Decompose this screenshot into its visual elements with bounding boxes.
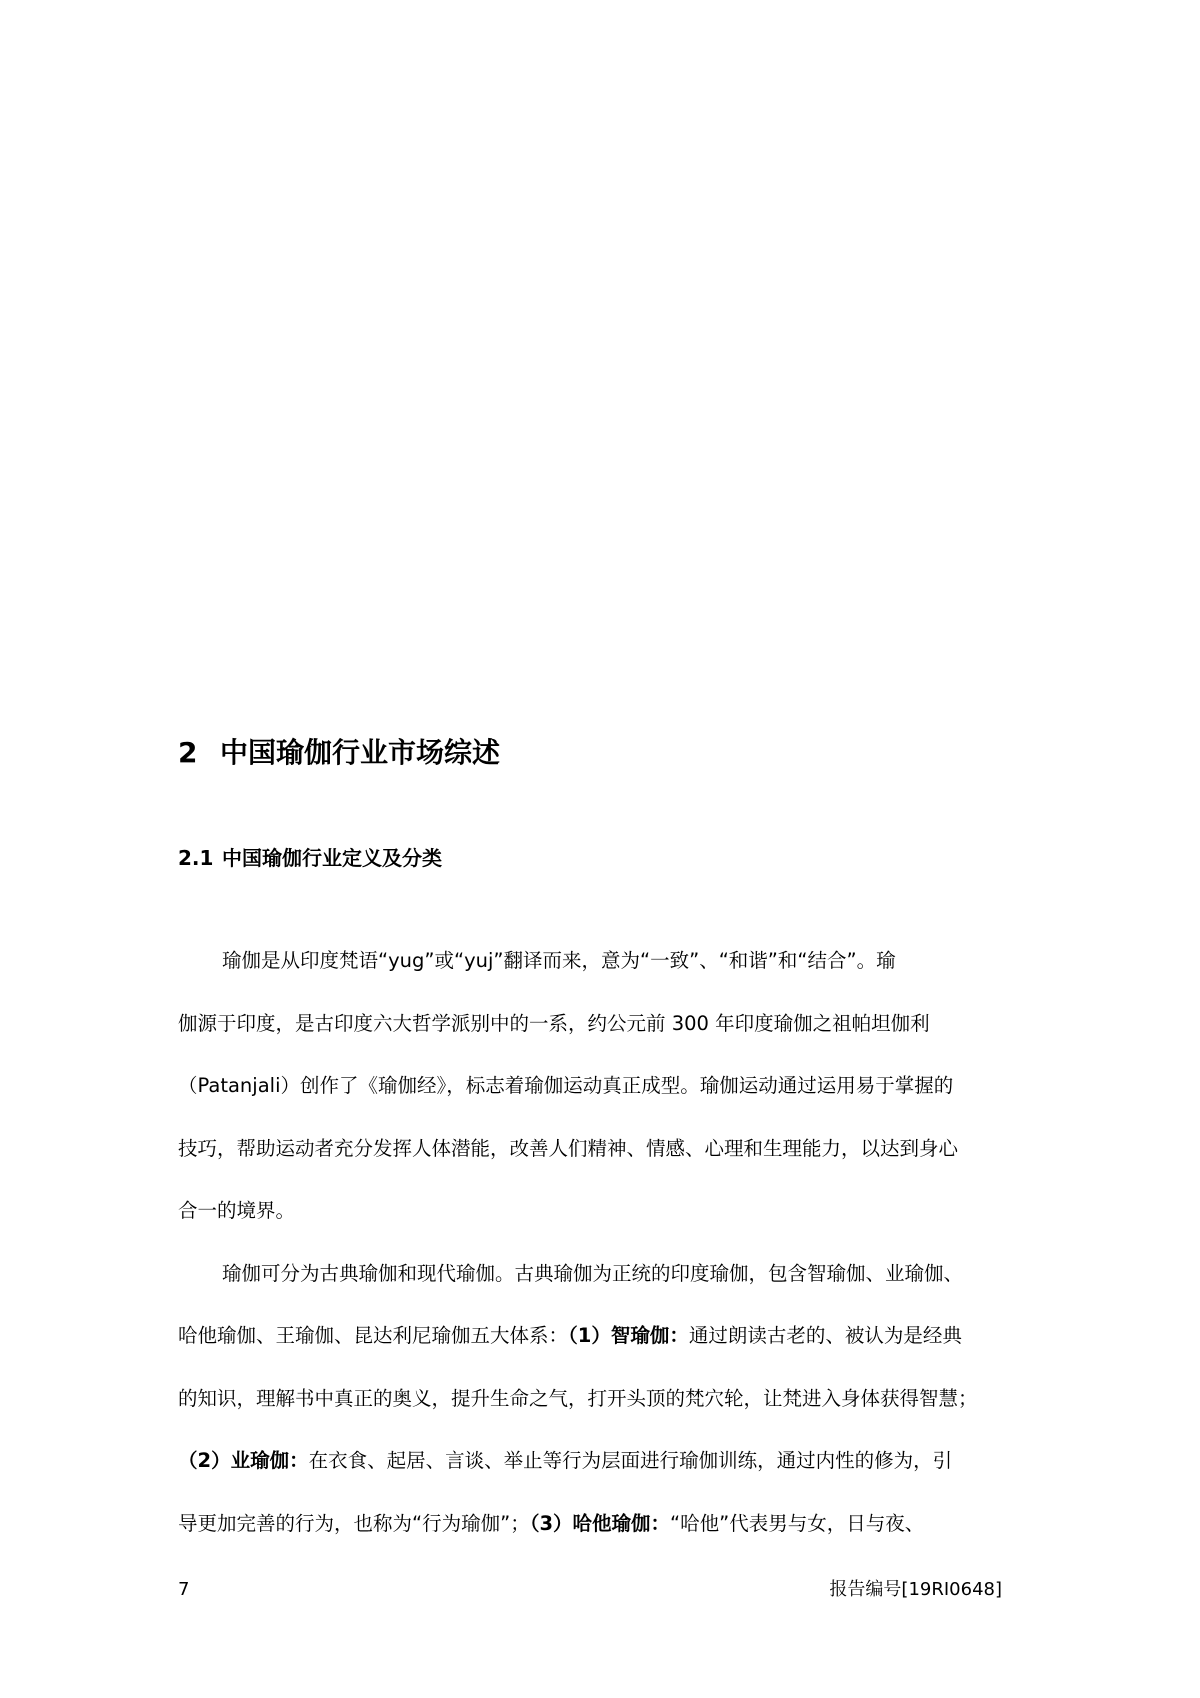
text-line: 合一的境界。 xyxy=(178,1199,296,1222)
paragraph-classification xyxy=(178,1243,1026,1556)
text-run: “哈他”代表男与女，日与夜、 xyxy=(670,1511,925,1535)
chapter-number: 2 xyxy=(178,736,198,769)
page-number: 7 xyxy=(178,1579,190,1600)
section-title-text: 中国瑜伽行业定义及分类 xyxy=(222,846,442,870)
text-line: 伽源于印度，是古印度六大哲学派别中的一系，约公元前 300 年印度瑜伽之祖帕坦伽利 xyxy=(178,1011,930,1035)
paragraph-definition xyxy=(178,930,1026,1243)
text-line: （Patanjali）创作了《瑜伽经》，标志着瑜伽运动真正成型。瑜伽运动通过运用易于掌握的 xyxy=(178,1074,954,1097)
term-hatha-yoga: （3）哈他瑜伽： xyxy=(529,1511,671,1535)
text-run: 通过朗读古老的、被认为是经典 xyxy=(688,1324,962,1347)
text-line: 技巧，帮助运动者充分发挥人体潜能，改善人们精神、情感、心理和生理能力，以达到身心 xyxy=(178,1136,959,1160)
report-id: 报告编号[19RI0648] xyxy=(829,1579,1002,1600)
text-line xyxy=(178,1430,1026,1493)
text-run: 哈他瑜伽、王瑜伽、昆达利尼瑜伽五大体系： xyxy=(178,1324,569,1347)
section-number: 2.1 xyxy=(178,846,214,870)
chapter-title-text: 中国瑜伽行业市场综述 xyxy=(220,736,501,769)
body-text xyxy=(178,930,1026,1555)
term-karma-yoga: （2）业瑜伽： xyxy=(178,1449,309,1472)
chapter-title xyxy=(178,735,500,771)
text-line xyxy=(178,1493,1026,1556)
text-line: 瑜伽可分为古典瑜伽和现代瑜伽。古典瑜伽为正统的印度瑜伽，包含智瑜伽、业瑜伽、 xyxy=(222,1261,964,1285)
text-line: 的知识，理解书中真正的奥义，提升生命之气，打开头顶的梵穴轮，让梵进入身体获得智慧； xyxy=(178,1386,978,1410)
text-run: 在衣食、起居、言谈、举止等行为层面进行瑜伽训练，通过内性的修为，引 xyxy=(308,1449,953,1472)
section-title xyxy=(178,844,442,872)
text-line: 瑜伽是从印度梵语“yug”或“yuj”翻译而来，意为“一致”、“和谐”和“结合”。瑜 xyxy=(222,949,896,972)
term-jnana-yoga: （1）智瑜伽： xyxy=(568,1324,689,1347)
text-run: 导更加完善的行为，也称为“行为瑜伽”； xyxy=(178,1511,530,1535)
text-line xyxy=(178,1305,1026,1368)
